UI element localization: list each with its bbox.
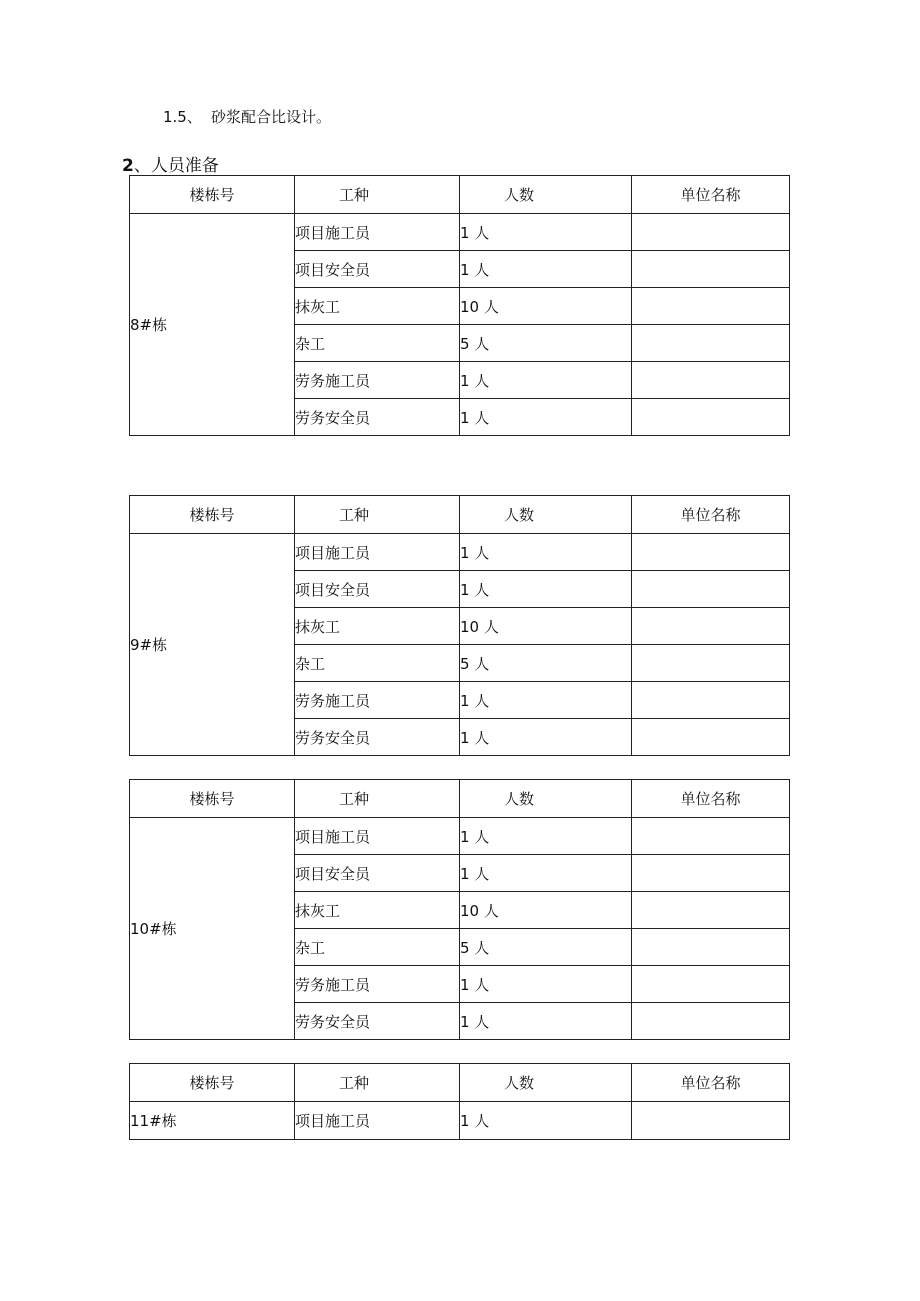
staff-table-10 (129, 779, 790, 1040)
table-header-row (130, 1064, 790, 1102)
header-unit: 单位名称 (632, 1064, 790, 1102)
header-building: 楼栋号 (130, 496, 295, 534)
count-cell: 1 人 (460, 1102, 632, 1140)
unit-cell (632, 534, 790, 571)
count-cell: 1 人 (460, 534, 632, 571)
job-cell: 项目施工员 (295, 818, 460, 855)
unit-cell (632, 818, 790, 855)
building-cell: 8#栋 (130, 214, 295, 436)
job-cell: 项目施工员 (295, 1102, 460, 1140)
building-cell: 10#栋 (130, 818, 295, 1040)
section-text: 、人员准备 (133, 156, 219, 176)
header-unit: 单位名称 (632, 780, 790, 818)
unit-cell (632, 1003, 790, 1040)
header-count: 人数 (460, 1064, 632, 1102)
unit-cell (632, 325, 790, 362)
count-cell: 1 人 (460, 362, 632, 399)
job-cell: 项目安全员 (295, 251, 460, 288)
unit-cell (632, 929, 790, 966)
header-job: 工种 (295, 176, 460, 214)
header-unit: 单位名称 (632, 176, 790, 214)
job-cell: 抹灰工 (295, 288, 460, 325)
job-cell: 杂工 (295, 645, 460, 682)
table-row (130, 534, 790, 571)
header-building: 楼栋号 (130, 1064, 295, 1102)
header-count: 人数 (460, 496, 632, 534)
job-cell: 抹灰工 (295, 608, 460, 645)
table-row (130, 818, 790, 855)
unit-cell (632, 214, 790, 251)
section-1-5-heading (163, 106, 331, 127)
count-cell: 5 人 (460, 929, 632, 966)
count-cell: 1 人 (460, 682, 632, 719)
count-cell: 1 人 (460, 719, 632, 756)
staff-table-9 (129, 495, 790, 756)
unit-cell (632, 608, 790, 645)
count-cell: 5 人 (460, 325, 632, 362)
job-cell: 项目安全员 (295, 571, 460, 608)
unit-cell (632, 645, 790, 682)
building-cell: 11#栋 (130, 1102, 295, 1140)
count-cell: 10 人 (460, 288, 632, 325)
count-cell: 10 人 (460, 608, 632, 645)
job-cell: 劳务安全员 (295, 399, 460, 436)
table-header-row (130, 496, 790, 534)
job-cell: 劳务施工员 (295, 362, 460, 399)
section-text: 砂浆配合比设计。 (211, 108, 332, 126)
count-cell: 10 人 (460, 892, 632, 929)
header-job: 工种 (295, 780, 460, 818)
header-building: 楼栋号 (130, 780, 295, 818)
header-job: 工种 (295, 496, 460, 534)
job-cell: 项目安全员 (295, 855, 460, 892)
count-cell: 5 人 (460, 645, 632, 682)
unit-cell (632, 399, 790, 436)
job-cell: 劳务施工员 (295, 682, 460, 719)
count-cell: 1 人 (460, 399, 632, 436)
job-cell: 劳务安全员 (295, 1003, 460, 1040)
building-cell: 9#栋 (130, 534, 295, 756)
count-cell: 1 人 (460, 966, 632, 1003)
count-cell: 1 人 (460, 214, 632, 251)
unit-cell (632, 251, 790, 288)
header-count: 人数 (460, 176, 632, 214)
unit-cell (632, 1102, 790, 1140)
section-number: 2 (122, 156, 134, 176)
unit-cell (632, 966, 790, 1003)
unit-cell (632, 288, 790, 325)
count-cell: 1 人 (460, 818, 632, 855)
job-cell: 项目施工员 (295, 214, 460, 251)
section-number: 1.5、 (163, 108, 202, 126)
table-row (130, 214, 790, 251)
table-row (130, 1102, 790, 1140)
unit-cell (632, 571, 790, 608)
job-cell: 项目施工员 (295, 534, 460, 571)
staff-table-11 (129, 1063, 790, 1140)
header-count: 人数 (460, 780, 632, 818)
job-cell: 杂工 (295, 325, 460, 362)
table-header-row (130, 176, 790, 214)
count-cell: 1 人 (460, 1003, 632, 1040)
section-2-heading (122, 151, 219, 176)
unit-cell (632, 719, 790, 756)
job-cell: 抹灰工 (295, 892, 460, 929)
count-cell: 1 人 (460, 571, 632, 608)
header-job: 工种 (295, 1064, 460, 1102)
unit-cell (632, 892, 790, 929)
unit-cell (632, 855, 790, 892)
count-cell: 1 人 (460, 251, 632, 288)
job-cell: 杂工 (295, 929, 460, 966)
table-header-row (130, 780, 790, 818)
job-cell: 劳务安全员 (295, 719, 460, 756)
staff-table-8 (129, 175, 790, 436)
unit-cell (632, 682, 790, 719)
unit-cell (632, 362, 790, 399)
job-cell: 劳务施工员 (295, 966, 460, 1003)
header-unit: 单位名称 (632, 496, 790, 534)
count-cell: 1 人 (460, 855, 632, 892)
header-building: 楼栋号 (130, 176, 295, 214)
